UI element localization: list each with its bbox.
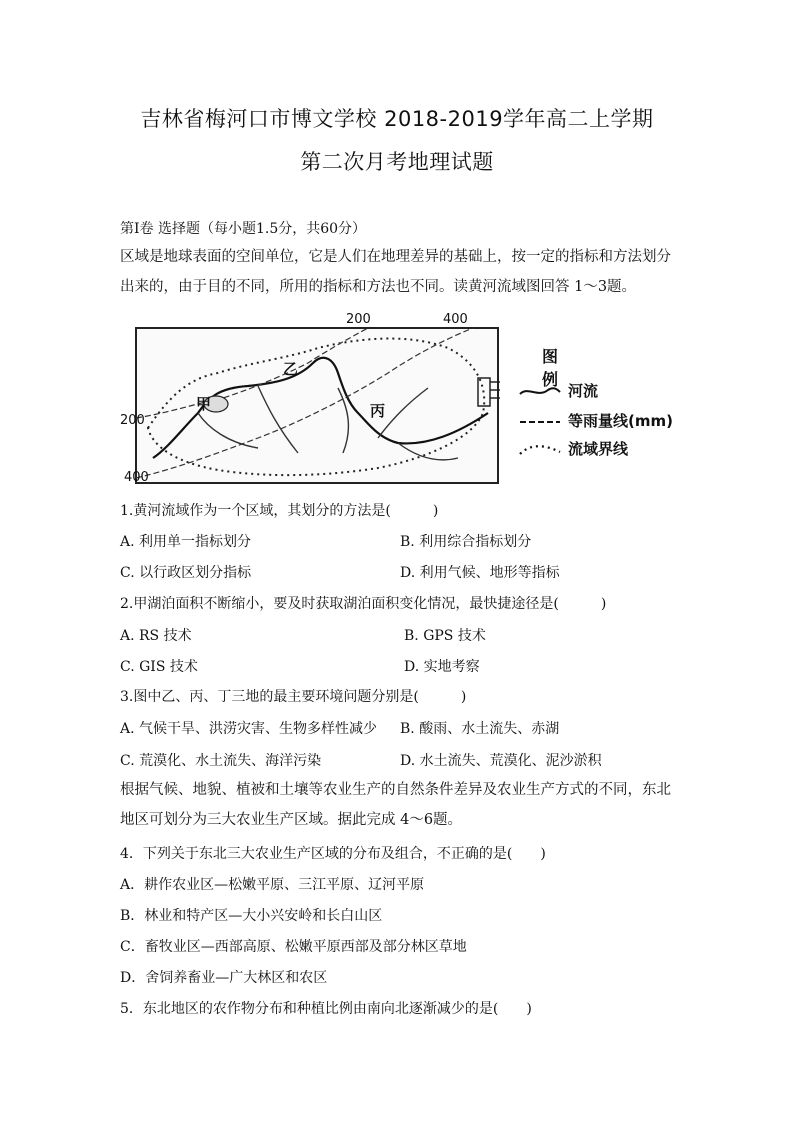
q1-stem: 1.黄河流域作为一个区域，其划分的方法是( ) <box>120 503 439 519</box>
q4-option-d: D．舍饲养畜业—广大林区和农区 <box>120 970 328 986</box>
q3-option-b: B. 酸雨、水土流失、赤湖 <box>400 721 560 737</box>
q3-stem: 3.图中乙、丙、丁三地的最主要环境问题分别是( ) <box>120 689 467 705</box>
legend-river-label: 河流 <box>568 382 599 400</box>
q2-option-a: A. RS 技术 <box>120 628 192 644</box>
q2-stem: 2.甲湖泊面积不断缩小，要及时获取湖泊面积变化情况，最快捷途径是( ) <box>120 596 607 612</box>
legend-river <box>518 380 698 404</box>
legend-isohyet <box>518 410 698 434</box>
map-drawing <box>128 318 508 488</box>
q4-option-b: B．林业和特产区—大小兴安岭和长白山区 <box>120 908 383 924</box>
q1-option-a: A. 利用单一指标划分 <box>120 534 252 550</box>
q4-option-c: C．畜牧业区—西部高原、松嫩平原西部及部分林区草地 <box>120 939 467 955</box>
map-place-jia: 甲 <box>196 395 212 413</box>
q2-option-b: B. GPS 技术 <box>404 628 486 644</box>
q3-option-d: D. 水土流失、荒漠化、泥沙淤积 <box>400 753 602 769</box>
section-heading: 第Ⅰ卷 选择题（每小题1.5分，共60分） <box>120 221 367 237</box>
q3-option-c: C. 荒漠化、水土流失、海洋污染 <box>120 753 322 769</box>
q1-option-d: D. 利用气候、地形等指标 <box>400 565 560 581</box>
map-label-400-top: 400 <box>443 312 468 327</box>
legend-title: 图 例 <box>542 347 559 389</box>
q3-option-a: A. 气候干旱、洪涝灾害、生物多样性减少 <box>120 721 378 737</box>
q5-stem: 5．东北地区的农作物分布和种植比例由南向北逐渐减少的是( ) <box>120 1001 532 1017</box>
map-label-200-left: 200 <box>120 413 145 428</box>
map-place-yi: 乙 <box>283 360 299 378</box>
yellow-river-basin-map <box>120 312 508 492</box>
q1-option-c: C. 以行政区划分指标 <box>120 565 252 581</box>
q2-option-c: C. GIS 技术 <box>120 659 198 675</box>
exam-title-line1: 吉林省梅河口市博文学校 2018-2019学年高二上学期 <box>140 107 654 131</box>
legend-isohyet-label: 等雨量线(mm) <box>568 412 673 430</box>
q4-stem: 4．下列关于东北三大农业生产区域的分布及组合，不正确的是( ) <box>120 846 546 862</box>
exam-title-line2: 第二次月考地理试题 <box>300 150 494 174</box>
q4-option-a: A．耕作农业区—松嫩平原、三江平原、辽河平原 <box>120 877 425 893</box>
intro-paragraph-1: 区域是地球表面的空间单位，它是人们在地理差异的基础上，按一定的指标和方法划分出来的，由于目的不同，所用的指标和方法也不同。读黄河流域图回答 1～3题。 <box>120 249 671 295</box>
q1-option-b: B. 利用综合指标划分 <box>400 534 532 550</box>
map-place-bing: 丙 <box>370 402 386 420</box>
map-label-400-left: 400 <box>124 470 149 485</box>
map-label-200-top: 200 <box>346 312 371 327</box>
legend-boundary <box>518 438 698 462</box>
intro-paragraph-2: 根据气候、地貌、植被和土壤等农业生产的自然条件差异及农业生产方式的不同，东北地区可划分为三大农业生产区域。据此完成 4～6题。 <box>120 782 671 828</box>
q2-option-d: D. 实地考察 <box>404 659 480 675</box>
legend-boundary-label: 流域界线 <box>568 440 629 458</box>
